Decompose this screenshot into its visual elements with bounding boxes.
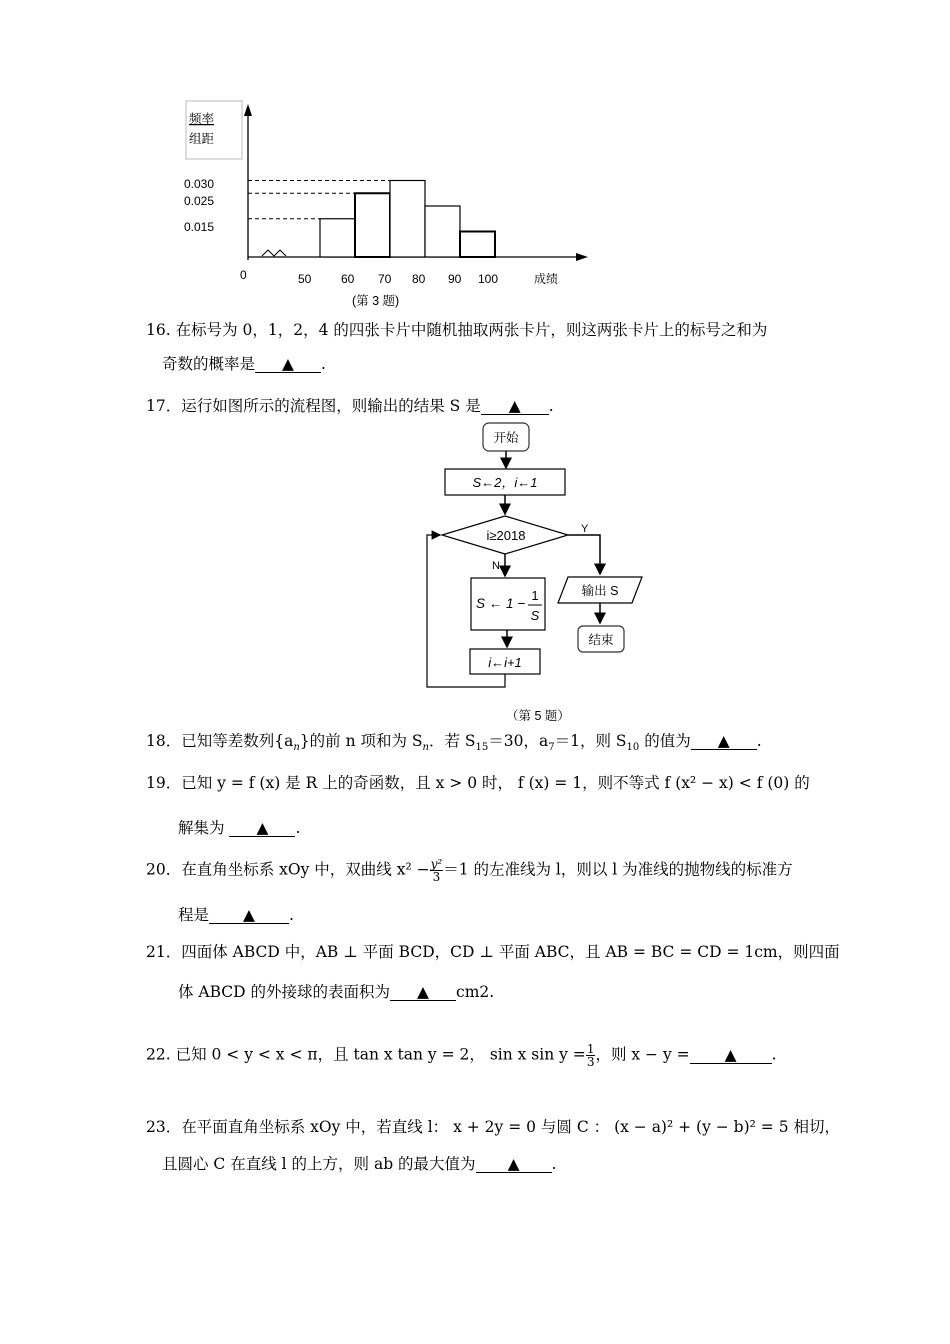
x-tick-60: 60 [341,272,355,286]
q18: 18．已知等差数列$\{a_n\}$的前 n 项和为 $S_n$．若 $S_{15}=30$，$a_7=1$，则 $S_{10}$ 的值为 ▲ . [146,732,762,754]
xlabel: 成绩 [534,272,559,286]
flow-no-label: N [492,560,500,572]
ylabel-box [186,101,242,159]
y-tick-0015: 0.015 [184,220,215,234]
q21-answer-blank[interactable]: ▲ [390,984,456,1001]
ylabel-bottom: 组距 [189,132,215,146]
q20-line1: 20．在直角坐标系 xOy 中，双曲线 x² − $\frac{\text{y²}}{3}$ ＝1 的左准线为 l，则以 l 为准线的抛物线的标准方 [146,857,793,884]
q16-line1: 16. 在标号为 0，1，2，4 的四张卡片中随机抽取两张卡片，则这两张卡片上的标号之和为 [146,321,768,339]
flow-incr-label: i←i+1 [488,655,522,670]
x-axis-arrow [576,253,588,261]
q16-answer-blank[interactable]: ▲ [255,356,321,373]
flow-assign-lhs: S ← 1 − [476,596,526,611]
q22: 22. 已知 0 < y < x < π，且 tan x tan y = 2， sin x sin y = $\frac{1}{3}$ ，则 x − y = ▲ . [146,1042,777,1069]
q19-answer-blank[interactable]: ▲ [229,820,295,837]
q20-answer-blank[interactable]: ▲ [209,907,289,924]
q17-answer-blank[interactable]: ▲ [481,398,549,415]
histogram-chart [150,90,610,310]
flow-end-label: 结束 [588,633,614,647]
histogram-bar-70-80 [390,181,425,258]
origin-label: 0 [240,268,247,282]
q23-answer-blank[interactable]: ▲ [476,1156,552,1173]
q18-answer-blank[interactable]: ▲ [691,733,757,750]
histogram-bar-50-60 [320,219,355,257]
y-tick-0025: 0.025 [184,194,215,208]
x-tick-100: 100 [478,272,499,286]
x-tick-80: 80 [412,272,426,286]
histogram-caption: (第 3 题) [352,294,400,308]
flow-output-label: 输出 S [581,584,619,598]
flow-decision-label: i≥2018 [486,528,526,543]
histogram-bar-90-100 [460,232,495,258]
q17: 17．运行如图所示的流程图，则输出的结果 S 是 ▲ . [146,397,554,415]
x-tick-90: 90 [448,272,462,286]
q16-line2: 奇数的概率是 ▲ . [162,355,326,373]
axis-break [262,250,286,256]
flow-yes-label: Y [581,523,589,535]
q22-answer-blank[interactable]: ▲ [690,1047,772,1064]
q21-line1: 21．四面体 ABCD 中，AB ⊥ 平面 BCD，CD ⊥ 平面 ABC，且 AB = BC = CD = 1cm，则四面 [146,943,840,961]
q23-line2: 且圆心 C 在直线 l 的上方，则 ab 的最大值为 ▲ . [162,1155,557,1173]
x-tick-50: 50 [298,272,312,286]
q19-line2: 解集为 ▲ . [178,819,301,837]
histogram-bar-60-70 [355,193,390,257]
histogram-bar-80-90 [425,206,460,257]
flowchart-caption: （第 5 题） [506,709,570,723]
flow-assign-num: 1 [531,588,539,603]
q19-line1: 19．已知 y = f (x) 是 R 上的奇函数，且 x > 0 时， f (x) = 1，则不等式 f (x² − x) < f (0) 的 [146,774,810,792]
q20-line2: 程是 ▲ . [178,906,294,924]
y-tick-0030: 0.030 [184,177,215,191]
x-tick-70: 70 [378,272,392,286]
q23-line1: 23．在平面直角坐标系 xOy 中，若直线 l： x + 2y = 0 与圆 C ： (x − a)² + (y − b)² = 5 相切， [146,1118,840,1136]
q21-line2: 体 ABCD 的外接球的表面积为 ▲ cm2. [178,983,495,1001]
y-axis-arrow [244,104,252,116]
flow-assign-den: S [530,608,540,623]
flowchart [420,418,660,698]
flow-init-label: S←2，i←1 [472,475,538,490]
flow-start-label: 开始 [493,431,519,445]
ylabel-top: 频率 [189,112,215,126]
